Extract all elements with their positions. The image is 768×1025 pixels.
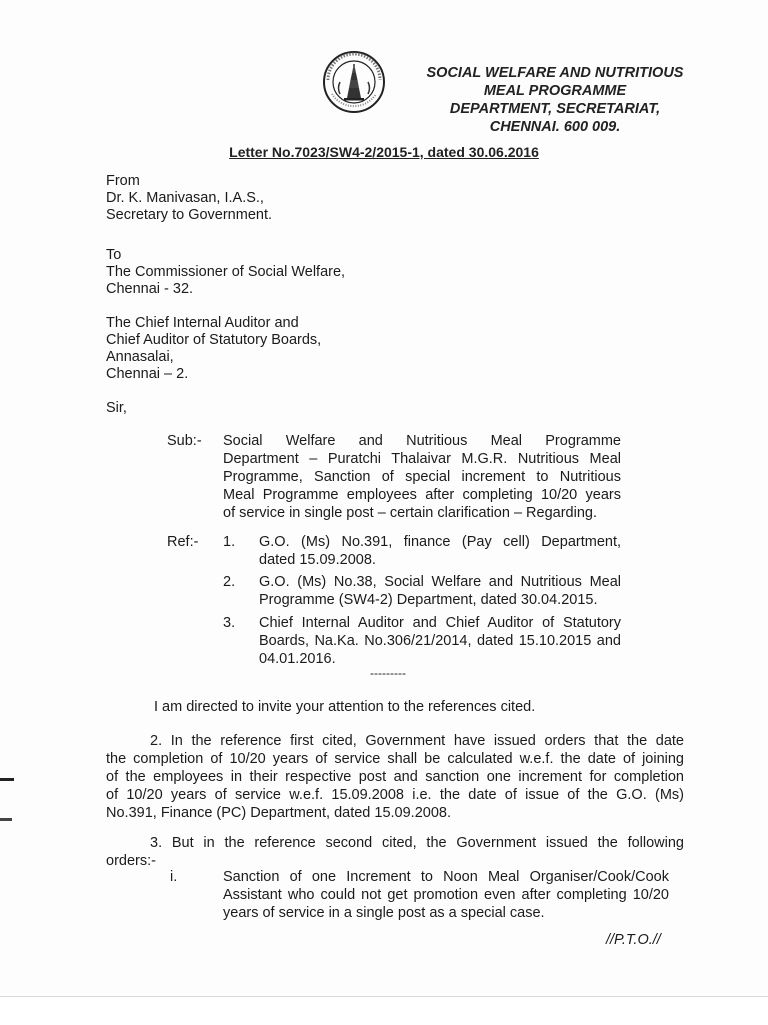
from-label: From <box>106 173 140 189</box>
scan-edge-mark <box>0 778 14 781</box>
paragraph-2-line: of 10/20 years of service w.e.f. 15.09.2008 i.e. the date of issue of the G.O. (Ms) <box>106 787 684 803</box>
scan-edge-mark <box>0 818 12 821</box>
reference-number: 3. <box>223 615 236 631</box>
reference-line: 04.01.2016. <box>259 651 336 667</box>
reference-separator: --------- <box>370 666 406 680</box>
references-label: Ref:- <box>167 534 199 550</box>
to-addressee2-line4: Chennai – 2. <box>106 366 189 382</box>
order-number: i. <box>170 869 178 885</box>
reference-number: 2. <box>223 574 236 590</box>
dept-line-1: SOCIAL WELFARE AND NUTRITIOUS <box>426 65 684 81</box>
paragraph-3-line: 3. But in the reference second cited, the Government issued the following <box>150 835 684 851</box>
to-addressee2-line3: Annasalai, <box>106 349 174 365</box>
subject-line: of service in single post – certain clarification – Regarding. <box>223 505 597 521</box>
dept-line-2: MEAL PROGRAMME <box>483 83 627 99</box>
from-name: Dr. K. Manivasan, I.A.S., <box>106 190 264 206</box>
to-addressee2-line2: Chief Auditor of Statutory Boards, <box>106 332 322 348</box>
reference-line: Programme (SW4-2) Department, dated 30.04.2015. <box>259 592 598 608</box>
paragraph-2-line: of the employees in their respective post and sanction one increment for completion <box>106 769 684 785</box>
reference-line: G.O. (Ms) No.391, finance (Pay cell) Department, <box>259 534 621 550</box>
reference-line: Boards, Na.Ka. No.306/21/2014, dated 15.10.2015 and <box>259 633 621 649</box>
subject-line: Programme, Sanction of special increment to Nutritious <box>223 469 621 485</box>
reference-number: 1. <box>223 534 236 550</box>
paragraph-2-line: 2. In the reference first cited, Government have issued orders that the date <box>150 733 684 749</box>
reference-item-2 <box>259 573 621 609</box>
reference-line: G.O. (Ms) No.38, Social Welfare and Nutritious Meal <box>259 574 621 590</box>
subject-label: Sub:- <box>167 433 202 449</box>
from-designation: Secretary to Government. <box>106 207 273 223</box>
reference-line: Chief Internal Auditor and Chief Auditor of Statutory <box>259 615 621 631</box>
letter-number: Letter No.7023/SW4-2/2015-1, dated 30.06.2016 <box>229 144 539 160</box>
order-item-i <box>223 868 669 922</box>
reference-line: dated 15.09.2008. <box>259 552 376 568</box>
reference-item-1 <box>259 533 621 569</box>
page-bottom-edge <box>0 996 768 1025</box>
order-line: Assistant who could not get promotion even after completing 10/20 <box>223 887 669 903</box>
paragraph-2-line: No.391, Finance (PC) Department, dated 15.09.2008. <box>106 805 451 821</box>
subject-line: Meal Programme employees after completing 10/20 years <box>223 487 621 503</box>
paragraph-2-line: the completion of 10/20 years of service shall be calculated w.e.f. the date of joining <box>106 751 684 767</box>
subject-line: Department – Puratchi Thalaivar M.G.R. Nutritious Meal <box>223 451 621 467</box>
salutation: Sir, <box>106 400 127 416</box>
paragraph-3 <box>106 834 684 870</box>
pto-marker: //P.T.O.// <box>606 932 661 948</box>
dept-line-3: DEPARTMENT, SECRETARIAT, <box>449 101 661 117</box>
paragraph-1: I am directed to invite your attention to the references cited. <box>154 699 536 715</box>
reference-item-3 <box>259 614 621 668</box>
to-addressee1-line2: Chennai - 32. <box>106 281 194 297</box>
government-seal-logo <box>314 50 394 114</box>
paragraph-3-line: orders:- <box>106 853 156 869</box>
paragraph-2 <box>106 732 684 822</box>
to-addressee1-line1: The Commissioner of Social Welfare, <box>106 264 346 280</box>
order-line: Sanction of one Increment to Noon Meal Organiser/Cook/Cook <box>223 869 669 885</box>
subject-line: Social Welfare and Nutritious Meal Programme <box>223 433 621 449</box>
dept-line-4: CHENNAI. 600 009. <box>489 119 621 135</box>
department-address-block <box>405 64 705 136</box>
to-addressee2-line1: The Chief Internal Auditor and <box>106 315 299 331</box>
to-label: To <box>106 247 122 263</box>
order-line: years of service in a single post as a special case. <box>223 905 545 921</box>
subject-text <box>223 432 621 522</box>
